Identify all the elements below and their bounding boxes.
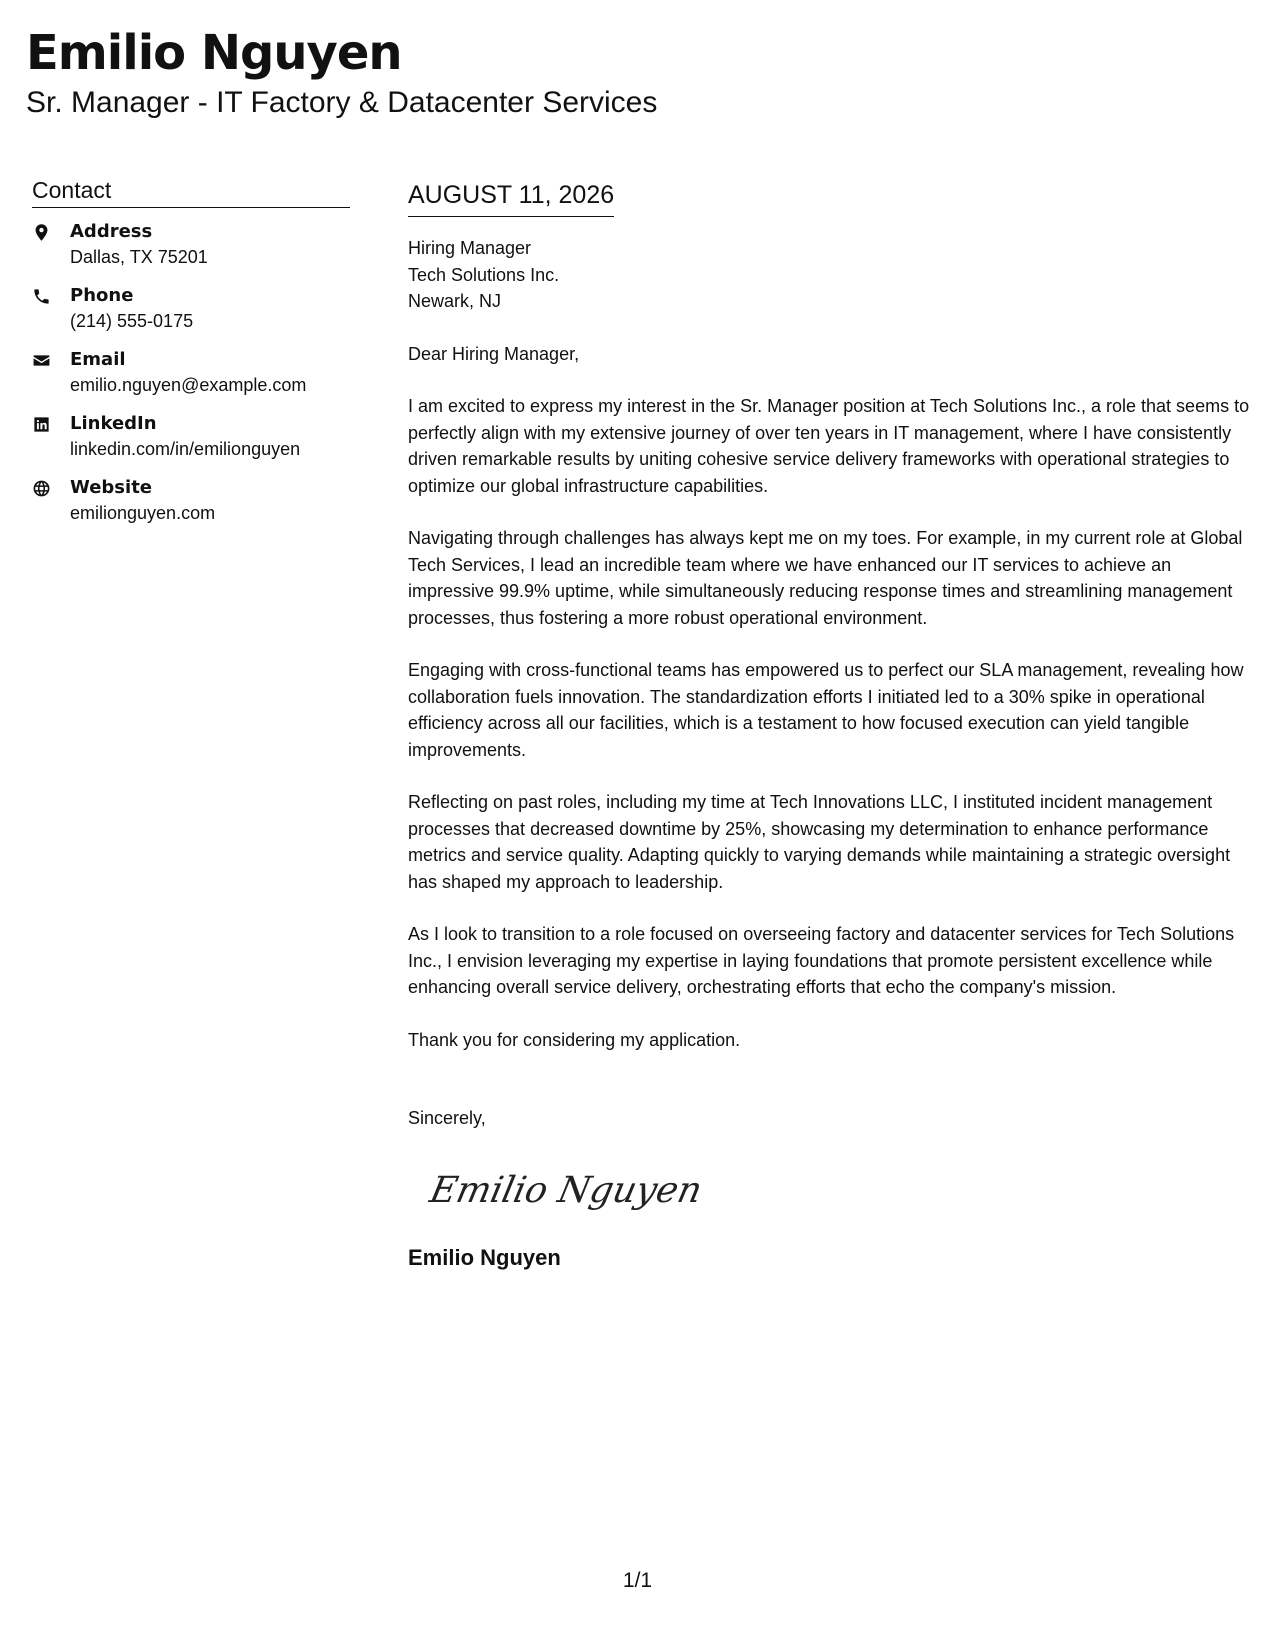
envelope-icon: [32, 348, 70, 398]
contact-label: LinkedIn: [70, 413, 157, 434]
applicant-name: Emilio Nguyen: [26, 25, 402, 81]
linkedin-value: linkedin.com/in/emilionguyen: [70, 439, 301, 459]
linkedin-icon: [32, 412, 70, 462]
body-paragraph: I am excited to express my interest in the Sr. Manager position at Tech Solutions Inc., a role that seems to perfectly align with my extensive journey of over ten years in IT management, where I have consistently driven remarkable results by uniting cohesive service delivery frameworks with operational strategies to optimize our global infrastructure capabilities.: [408, 396, 1250, 496]
letter-date: AUGUST 11, 2026: [408, 179, 614, 217]
contact-label: Address: [70, 221, 153, 242]
page-number: 1/1: [622, 1569, 653, 1592]
phone-value: (214) 555-0175: [70, 311, 194, 331]
thank-you-line: Thank you for considering my application.: [408, 1029, 741, 1050]
contact-sidebar: [32, 176, 350, 540]
email-value: emilio.nguyen@example.com: [70, 375, 307, 395]
signature-graphic: [426, 1156, 706, 1226]
job-title: Sr. Manager - IT Factory & Datacenter Services: [26, 86, 658, 119]
handwritten-signature: [426, 1156, 706, 1226]
recipient-location: Newark, NJ: [408, 291, 502, 311]
recipient-name: Hiring Manager: [408, 238, 532, 258]
contact-item-linkedin: [32, 412, 350, 462]
contact-item-phone: [32, 284, 350, 334]
resume-header: [26, 22, 657, 122]
contact-item-website: [32, 476, 350, 526]
location-pin-icon: [32, 220, 70, 270]
recipient-block: [408, 235, 1253, 315]
closing: Sincerely,: [408, 1108, 486, 1128]
contact-label: Website: [70, 477, 153, 498]
contact-label: Phone: [70, 285, 134, 306]
body-paragraph: Engaging with cross-functional teams has empowered us to perfect our SLA management, revealing how collaboration fuels innovation. The standardization efforts I initiated led to a 30% spike in operational efficiency across all our facilities, which is a testament to how focused execution can yield tangible improvements.: [408, 660, 1244, 760]
contact-heading: Contact: [32, 176, 350, 208]
website-value: emilionguyen.com: [70, 503, 216, 523]
phone-icon: [32, 284, 70, 334]
cover-letter: [408, 179, 1253, 1272]
signed-name: Emilio Nguyen: [408, 1244, 561, 1270]
recipient-company: Tech Solutions Inc.: [408, 264, 560, 285]
body-paragraph: Navigating through challenges has always kept me on my toes. For example, in my current role at Global Tech Services, I lead an incredible team where we have enhanced our IT services to achieve an impressive 99.9% uptime, while simultaneously reducing response times and streamlining management processes, thus fostering a more robust operational environment.: [408, 528, 1243, 628]
globe-icon: [32, 476, 70, 526]
signature-script: Emilio Nguyen: [426, 1167, 706, 1211]
salutation: Dear Hiring Manager,: [408, 343, 580, 364]
body-paragraph: Reflecting on past roles, including my time at Tech Innovations LLC, I instituted incident management processes that decreased downtime by 25%, showcasing my determination to enhance performance metrics and service quality. Adapting quickly to varying demands while maintaining a strategic oversight has shaped my approach to leadership.: [408, 792, 1231, 892]
contact-item-address: [32, 220, 350, 270]
address-value: Dallas, TX 75201: [70, 247, 208, 267]
contact-item-email: [32, 348, 350, 398]
body-paragraph: As I look to transition to a role focused on overseeing factory and datacenter services for Tech Solutions Inc., I envision leveraging my expertise in laying foundations that promote persistent excellence while enhancing overall service delivery, orchestrating efforts that echo the company's mission.: [408, 924, 1235, 997]
contact-label: Email: [70, 349, 126, 370]
